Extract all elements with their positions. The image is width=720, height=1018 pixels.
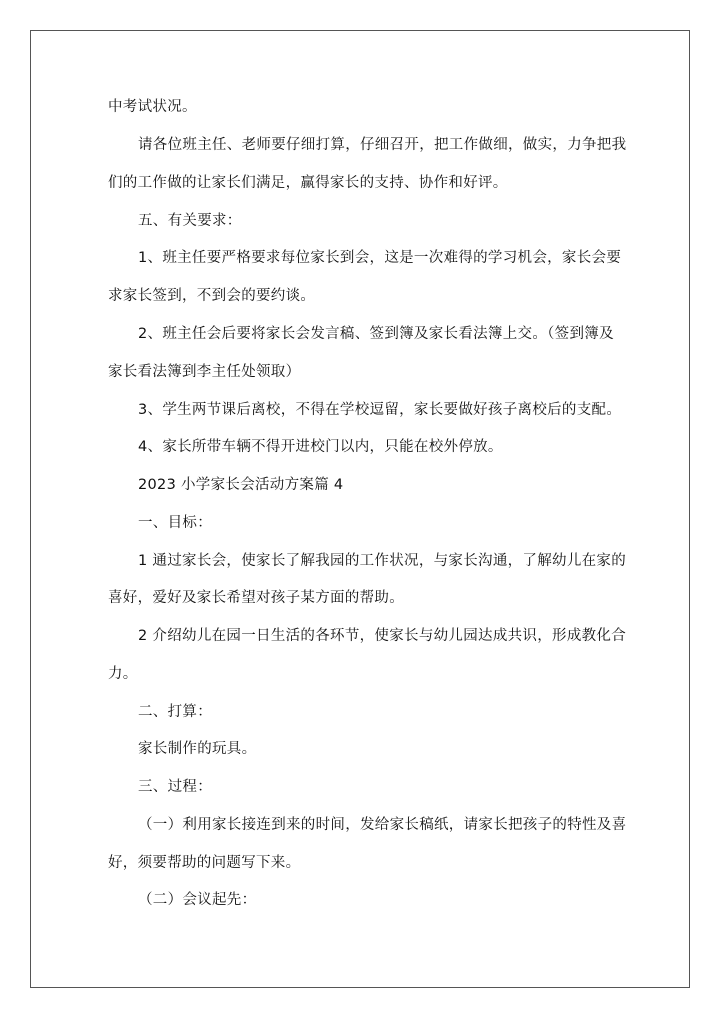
text-line: 4、家长所带车辆不得开进校门以内，只能在校外停放。: [138, 439, 503, 455]
article-title: 2023 小学家长会活动方案篇 4: [138, 477, 344, 493]
text-line: 求家长签到，不到会的要约谈。: [108, 288, 316, 304]
text-line: （一）利用家长接连到来的时间，发给家长稿纸，请家长把孩子的特性及喜: [138, 817, 627, 833]
text-line: 好，须要帮助的问题写下来。: [108, 855, 301, 871]
text-line: 喜好，爱好及家长希望对孩子某方面的帮助。: [108, 590, 404, 606]
text-line: 力。: [108, 666, 138, 682]
text-line: 家长制作的玩具。: [138, 741, 257, 757]
text-line: 2、班主任会后要将家长会发言稿、签到簿及家长看法簿上交。（签到簿及: [138, 326, 614, 342]
section-heading: 五、有关要求：: [138, 213, 242, 229]
text-line: 1、班主任要严格要求每位家长到会，这是一次难得的学习机会，家长会要: [138, 250, 622, 266]
text-line: 请各位班主任、老师要仔细打算，仔细召开，把工作做细，做实，力争把我: [138, 137, 627, 153]
text-line: 家长看法簿到李主任处领取）: [108, 364, 301, 380]
text-line: 2 介绍幼儿在园一日生活的各环节，使家长与幼儿园达成共识，形成教化合: [138, 628, 627, 644]
text-line: 1 通过家长会，使家长了解我园的工作状况，与家长沟通，了解幼儿在家的: [138, 553, 627, 569]
section-heading: 一、目标：: [138, 515, 212, 531]
section-heading: 二、打算：: [138, 704, 212, 720]
text-line: 们的工作做的让家长们满足，赢得家长的支持、协作和好评。: [108, 175, 508, 191]
text-line: （二）会议起先：: [138, 892, 257, 908]
section-heading: 三、过程：: [138, 779, 212, 795]
text-line: 3、学生两节课后离校，不得在学校逗留，家长要做好孩子离校后的支配。: [138, 402, 622, 418]
text-line: 中考试状况。: [108, 99, 197, 115]
